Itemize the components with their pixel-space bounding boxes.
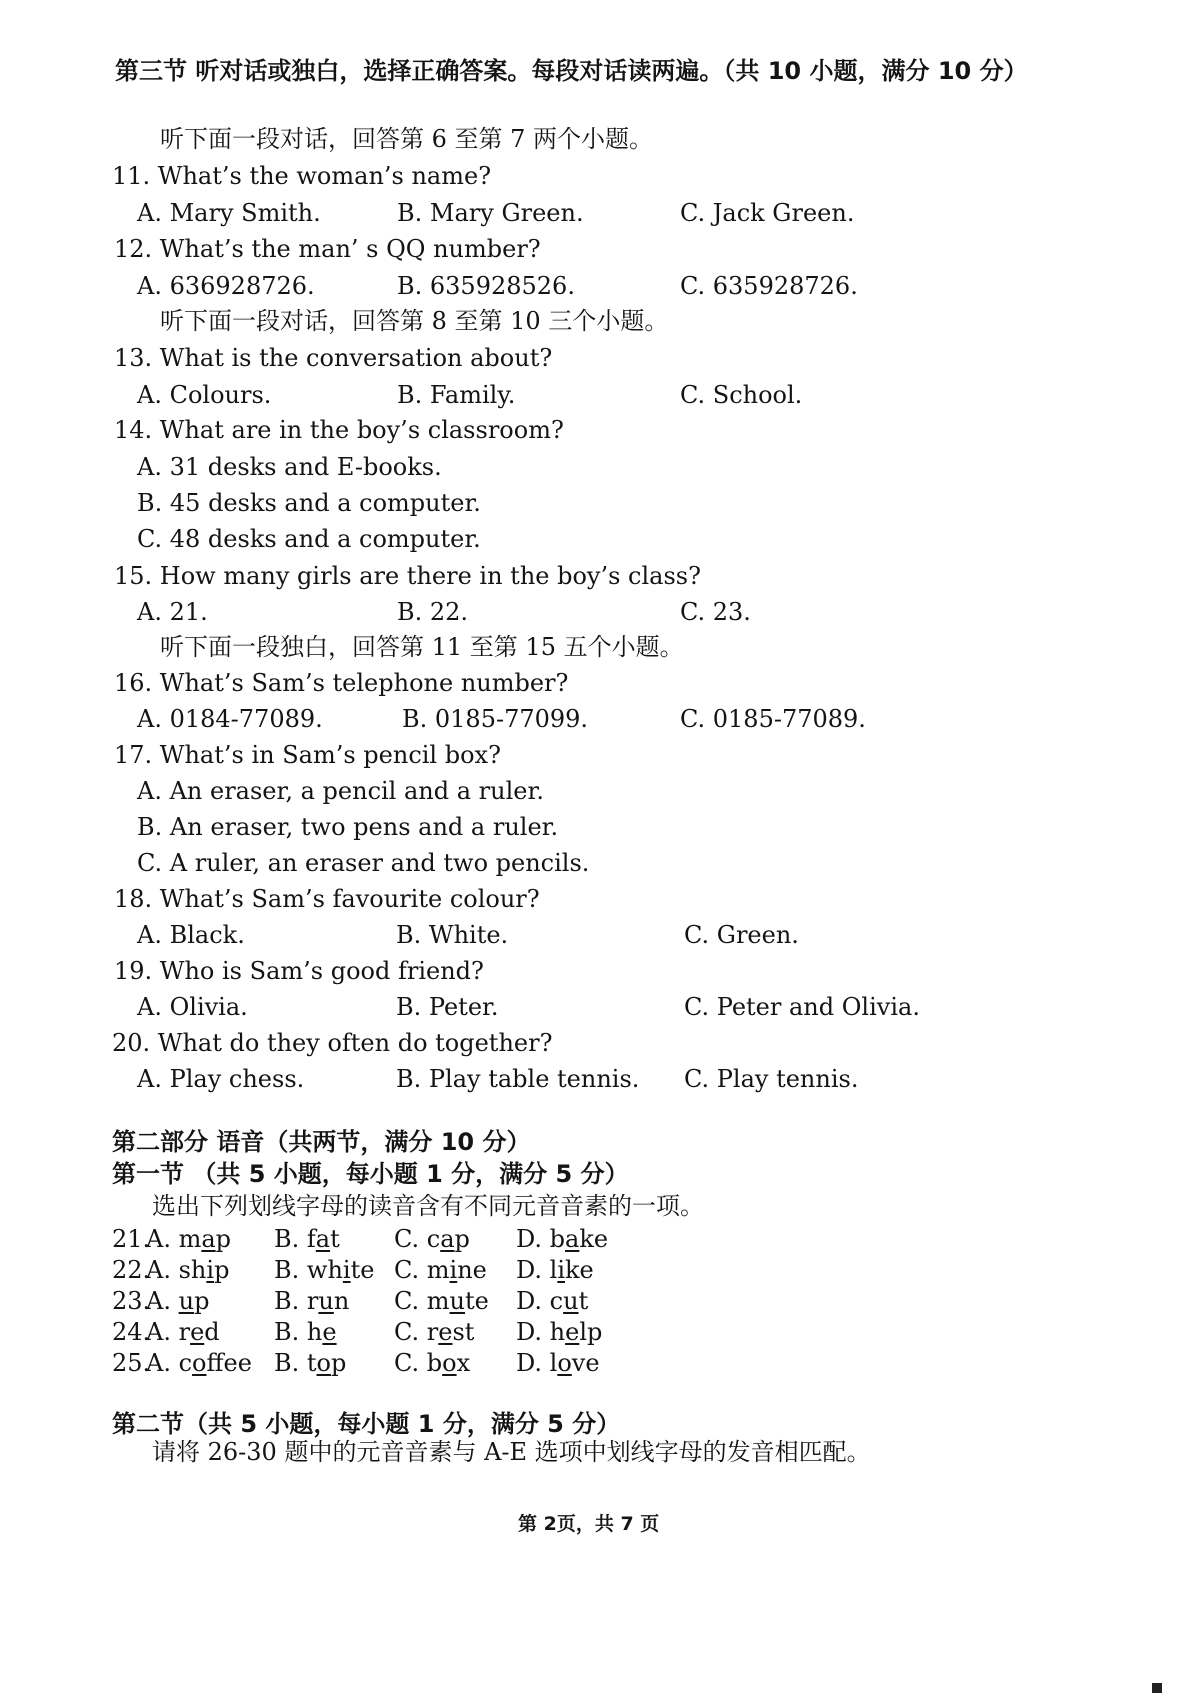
phonics-option-d: D. cut <box>516 1287 589 1315</box>
instruction-2: 听下面一段对话，回答第 8 至第 10 三个小题。 <box>160 307 669 335</box>
phonics-option-b: B. top <box>274 1349 347 1377</box>
q13-option-c: C. School. <box>680 381 803 409</box>
phonics-row-22 <box>112 1255 594 1285</box>
phonics-option-d: D. love <box>516 1349 600 1377</box>
q19-option-b: B. Peter. <box>396 993 499 1021</box>
q13-option-a: A. Colours. <box>137 381 272 409</box>
q20-option-a: A. Play chess. <box>137 1065 305 1093</box>
question-14: 14. What are in the boy’s classroom? <box>114 416 564 444</box>
phonics-option-c: C. mine <box>394 1256 487 1284</box>
q20-option-c: C. Play tennis. <box>684 1065 859 1093</box>
q12-option-c: C. 635928726. <box>680 272 858 300</box>
row-number: 25. <box>112 1349 151 1377</box>
phonics-option-c: C. cap <box>394 1225 470 1253</box>
q20-option-b: B. Play table tennis. <box>396 1065 640 1093</box>
page-footer: 第 2页，共 7 页 <box>518 1513 660 1535</box>
q11-option-b: B. Mary Green. <box>397 199 584 227</box>
q17-option-a: A. An eraser, a pencil and a ruler. <box>137 777 544 805</box>
q14-option-a: A. 31 desks and E-books. <box>137 453 442 481</box>
q16-option-c: C. 0185-77089. <box>680 705 866 733</box>
q12-option-b: B. 635928526. <box>397 272 575 300</box>
phonics-option-b: B. fat <box>274 1225 340 1253</box>
phonics-option-b: B. run <box>274 1287 350 1315</box>
part2-section2-header: 第二节（共 5 小题，每小题 1 分，满分 5 分） <box>112 1410 621 1438</box>
part2-section1-header: 第一节 （共 5 小题，每小题 1 分，满分 5 分） <box>112 1160 629 1188</box>
phonics-row-23 <box>112 1286 589 1316</box>
question-15: 15. How many girls are there in the boy’s class? <box>114 562 701 590</box>
phonics-option-d: D. like <box>516 1256 594 1284</box>
phonics-option-a: A. ship <box>146 1256 230 1284</box>
q12-option-a: A. 636928726. <box>137 272 315 300</box>
part2-header: 第二部分 语音（共两节，满分 10 分） <box>112 1128 531 1156</box>
q16-option-b: B. 0185-77099. <box>402 705 589 733</box>
row-number: 21. <box>112 1225 151 1253</box>
q11-option-a: A. Mary Smith. <box>137 199 321 227</box>
q18-option-c: C. Green. <box>684 921 799 949</box>
q19-option-c: C. Peter and Olivia. <box>684 993 920 1021</box>
phonics-option-c: C. box <box>394 1349 471 1377</box>
phonics-option-b: B. he <box>274 1318 337 1346</box>
phonics-option-c: C. rest <box>394 1318 475 1346</box>
question-17: 17. What’s in Sam’s pencil box? <box>114 741 501 769</box>
q11-option-c: C. Jack Green. <box>680 199 855 227</box>
phonics-option-d: D. bake <box>516 1225 609 1253</box>
instruction-3: 听下面一段独白，回答第 11 至第 15 五个小题。 <box>160 633 684 661</box>
question-13: 13. What is the conversation about? <box>114 344 553 372</box>
q15-option-b: B. 22. <box>397 598 469 626</box>
phonics-option-a: A. red <box>146 1318 220 1346</box>
q14-option-c: C. 48 desks and a computer. <box>137 525 481 553</box>
q16-option-a: A. 0184-77089. <box>137 705 323 733</box>
phonics-option-a: A. coffee <box>146 1349 252 1377</box>
q18-option-a: A. Black. <box>137 921 245 949</box>
instruction-1: 听下面一段对话，回答第 6 至第 7 两个小题。 <box>160 125 654 153</box>
q14-option-b: B. 45 desks and a computer. <box>137 489 481 517</box>
q17-option-b: B. An eraser, two pens and a ruler. <box>137 813 559 841</box>
question-16: 16. What’s Sam’s telephone number? <box>114 669 569 697</box>
q15-option-c: C. 23. <box>680 598 751 626</box>
q19-option-a: A. Olivia. <box>137 993 248 1021</box>
q15-option-a: A. 21. <box>137 598 208 626</box>
phonics-row-25 <box>112 1348 600 1378</box>
question-12: 12. What’s the man’ s QQ number? <box>114 235 541 263</box>
row-number: 24. <box>112 1318 151 1346</box>
qr-code-icon <box>1152 1683 1162 1693</box>
part2-section1-instruction: 选出下列划线字母的读音含有不同元音音素的一项。 <box>152 1192 704 1220</box>
row-number: 23. <box>112 1287 151 1315</box>
row-number: 22. <box>112 1256 151 1284</box>
question-20: 20. What do they often do together? <box>112 1029 553 1057</box>
phonics-option-b: B. white <box>274 1256 375 1284</box>
phonics-option-a: A. map <box>146 1225 232 1253</box>
part2-section2-instruction: 请将 26-30 题中的元音音素与 A-E 选项中划线字母的发音相匹配。 <box>152 1438 871 1466</box>
phonics-row-24 <box>112 1317 603 1347</box>
phonics-row-21 <box>112 1224 609 1254</box>
question-11: 11. What’s the woman’s name? <box>112 162 492 190</box>
question-18: 18. What’s Sam’s favourite colour? <box>114 885 540 913</box>
phonics-option-d: D. help <box>516 1318 603 1346</box>
phonics-option-c: C. mute <box>394 1287 489 1315</box>
section3-header: 第三节 听对话或独白，选择正确答案。每段对话读两遍。（共 10 小题，满分 10 分） <box>115 57 1028 85</box>
q18-option-b: B. White. <box>396 921 509 949</box>
q13-option-b: B. Family. <box>397 381 516 409</box>
question-19: 19. Who is Sam’s good friend? <box>114 957 484 985</box>
phonics-option-a: A. up <box>146 1287 210 1315</box>
q17-option-c: C. A ruler, an eraser and two pencils. <box>137 849 590 877</box>
